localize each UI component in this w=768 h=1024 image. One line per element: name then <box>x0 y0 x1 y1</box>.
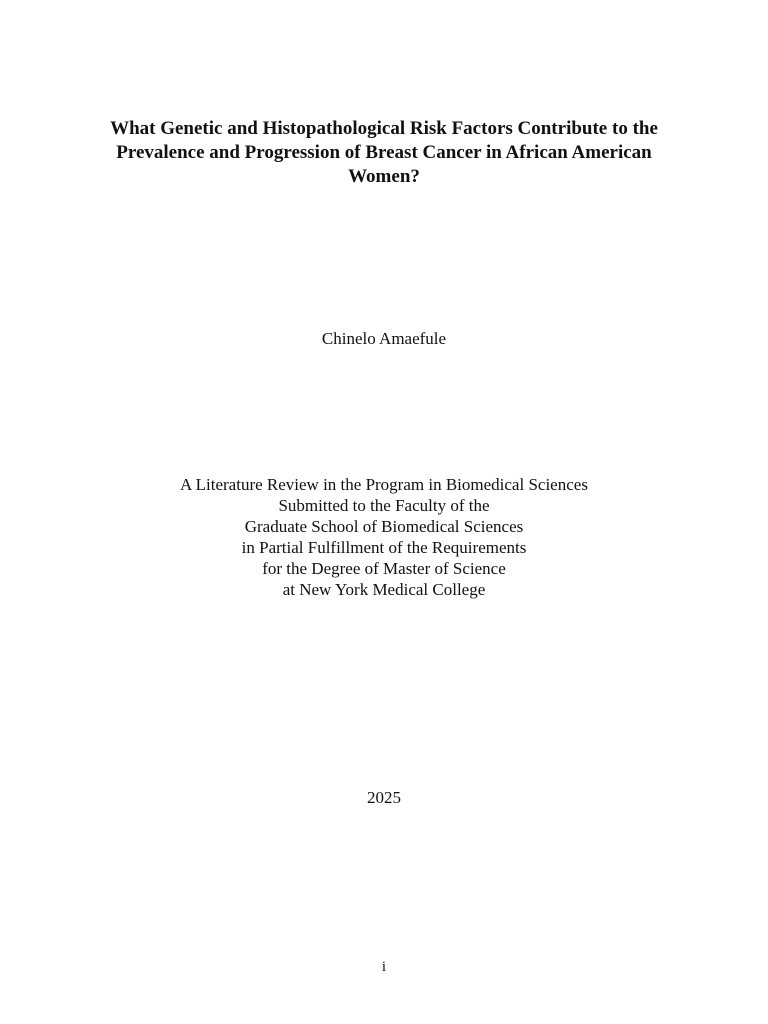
statement-line: in Partial Fulfillment of the Requirements <box>241 538 527 557</box>
title-line: Prevalence and Progression of Breast Cancer in African American <box>116 142 652 163</box>
submission-statement <box>0 474 768 600</box>
statement-line: A Literature Review in the Program in Biomedical Sciences <box>180 475 588 494</box>
statement-line: at New York Medical College <box>282 580 486 599</box>
page-number: i <box>381 959 387 975</box>
title-line: What Genetic and Histopathological Risk Factors Contribute to the <box>110 118 658 139</box>
publication-year: 2025 <box>367 788 401 807</box>
document-title <box>80 117 688 189</box>
statement-line: for the Degree of Master of Science <box>262 559 506 578</box>
statement-line: Submitted to the Faculty of the <box>278 496 490 515</box>
title-line: Women? <box>348 166 420 187</box>
author-name: Chinelo Amaefule <box>321 329 447 348</box>
statement-line: Graduate School of Biomedical Sciences <box>244 517 524 536</box>
